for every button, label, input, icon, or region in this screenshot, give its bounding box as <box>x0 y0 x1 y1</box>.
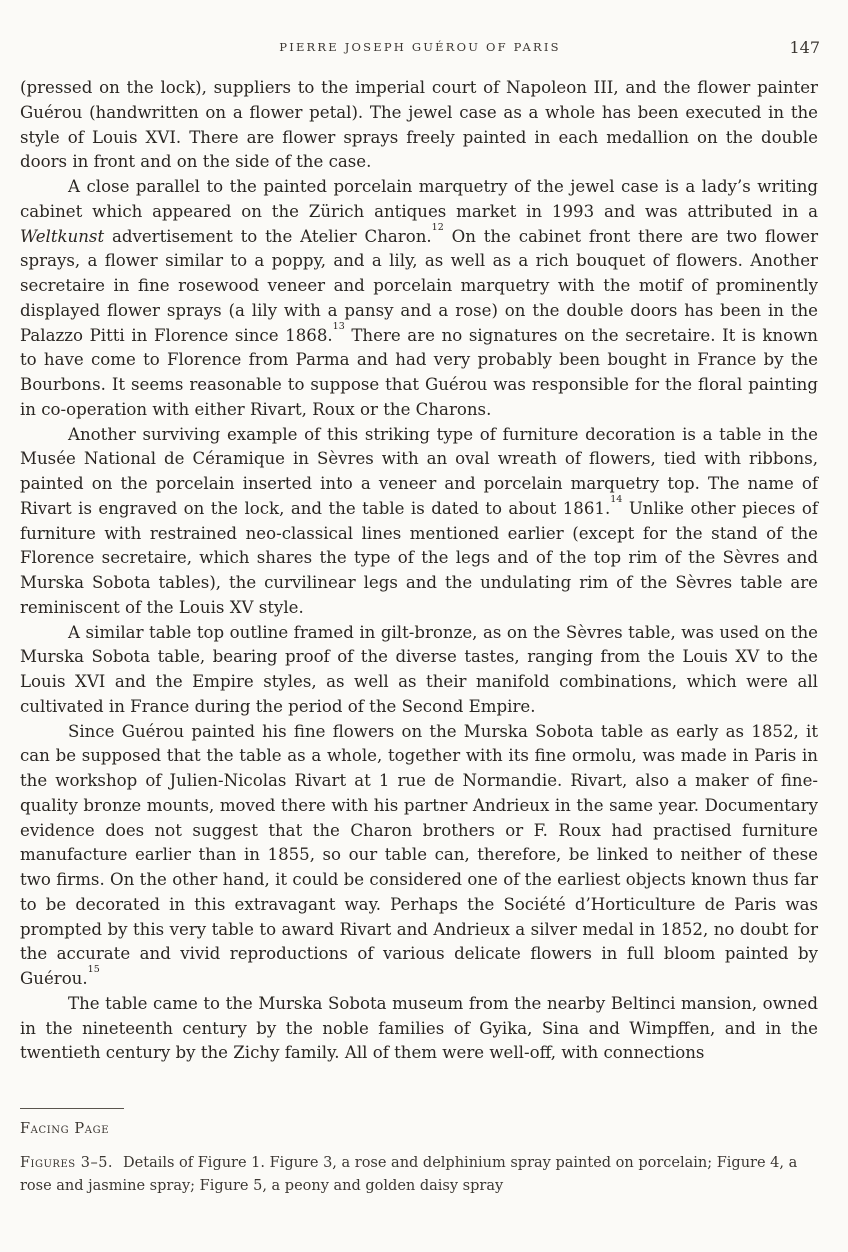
paragraph-2-text-a: A close parallel to the painted porcelain marquetry of the jewel case is a lady’s writing cabinet which appeared on the Zürich antiques market in 1993 and was attributed in a <box>20 177 818 221</box>
paragraph-5 <box>20 720 818 992</box>
running-head <box>20 38 820 58</box>
paragraph-1: (pressed on the lock), suppliers to the imperial court of Napoleon III, and the flower painter Guérou (handwritten on a flower petal). The jewel case as a whole has been executed in the style of Louis XVI. There are flower sprays freely painted in each medallion on the double doors in front and on the side of the case. <box>20 78 818 172</box>
running-title: PIERRE JOSEPH GUÉROU OF PARIS <box>279 40 561 54</box>
figure-caption <box>20 1152 810 1198</box>
paragraph-2-text-c: On the cabinet front there are two flower sprays, a flower similar to a poppy, and a lily, as well as a rich bouquet of flowers. Another secretaire in fine rosewood veneer and porcelain marquetry with the motif of prominently displayed flower sprays (a lily with a pansy and a rose) on the double doors has been in the Palazzo Pitti in Florence since 1868. <box>20 226 819 345</box>
caption-divider <box>20 1108 124 1109</box>
paragraph-3-text-a: Another surviving example of this striking type of furniture decoration is a table in the Musée National de Céramique in Sèvres with an oval wreath of flowers, tied with ribbons, painted on the porcelain inserted into a veneer and porcelain marquetry top. The name of Rivart is engraved on the lock, and the table is dated to about 1861. <box>20 424 818 518</box>
footnote-ref-13: 13 <box>332 320 345 332</box>
caption-heading: Facing Page <box>20 1121 110 1137</box>
paragraph-2-text-d: There are no signatures on the secretaire. It is known to have come to Florence from Parma and had very probably been bought in France by the Bourbons. It seems reasonable to suppose that Guérou was responsible for the floral painting in co-operation with either Rivart, Roux or the Charons. <box>20 325 818 419</box>
footnote-ref-15: 15 <box>87 964 100 975</box>
paragraph-3 <box>20 423 818 621</box>
paragraph-3-text-b: Unlike other pieces of furniture with restrained neo-classical lines mentioned earlier (except for the stand of the Florence secretaire, which shares the type of the legs and of the top rim of the Sèvres and Murska Sobota tables), the curvilinear legs and the undulating rim of the Sèvres table are reminiscent of the Louis XV style. <box>20 498 818 617</box>
body-text <box>20 76 818 1066</box>
caption-text: Details of Figure 1. Figure 3, a rose and delphinium spray painted on porcelain; Figure 4, a rose and jasmine spray; Figure 5, a peony and golden daisy spray <box>20 1155 798 1194</box>
figures-label: Figures 3–5. <box>20 1155 114 1171</box>
weltkunst-italic: Weltkunst <box>20 226 105 246</box>
paragraph-5-text-a: Since Guérou painted his fine flowers on the Murska Sobota table as early as 1852, it can be supposed that the table as a whole, together with its fine ormolu, was made in Paris in the workshop of Julien-Nicolas Rivart at 1 rue de Normandie. Rivart, also a maker of fine-quality bronze mounts, moved there with his partner Andrieux in the same year. Documentary evidence does not suggest that the Charon brothers or F. Roux had practised furniture manufacture earlier than in 1855, so our table can, therefore, be linked to neither of these two firms. On the other hand, it could be considered one of the earliest objects known thus far to be decorated in this extravagant way. Perhaps the Société d’Horticulture de Paris was prompted by this very table to award Rivart and Andrieux a silver medal in 1852, no doubt for the accurate and vivid reproductions of various delicate flowers in full bloom painted by Guérou. <box>20 721 818 988</box>
paragraph-2 <box>20 175 818 423</box>
page-number: 147 <box>789 38 820 57</box>
paragraph-2-text-b: advertisement to the Atelier Charon. <box>104 226 432 246</box>
footnote-ref-14: 14 <box>610 493 623 505</box>
footnote-ref-12: 12 <box>431 221 444 233</box>
paragraph-6: The table came to the Murska Sobota museum from the nearby Beltinci mansion, owned in the nineteenth century by the noble families of Gyika, Sina and Wimpffen, and in the twentieth century by the Zichy family. All of them were well-off, with connections <box>20 993 818 1063</box>
paragraph-4: A similar table top outline framed in gilt-bronze, as on the Sèvres table, was used on the Murska Sobota table, bearing proof of the diverse tastes, ranging from the Louis XV to the Louis XVI and the Empire styles, as well as their manifold combinations, which were all cultivated in France during the period of the Second Empire. <box>20 622 818 716</box>
